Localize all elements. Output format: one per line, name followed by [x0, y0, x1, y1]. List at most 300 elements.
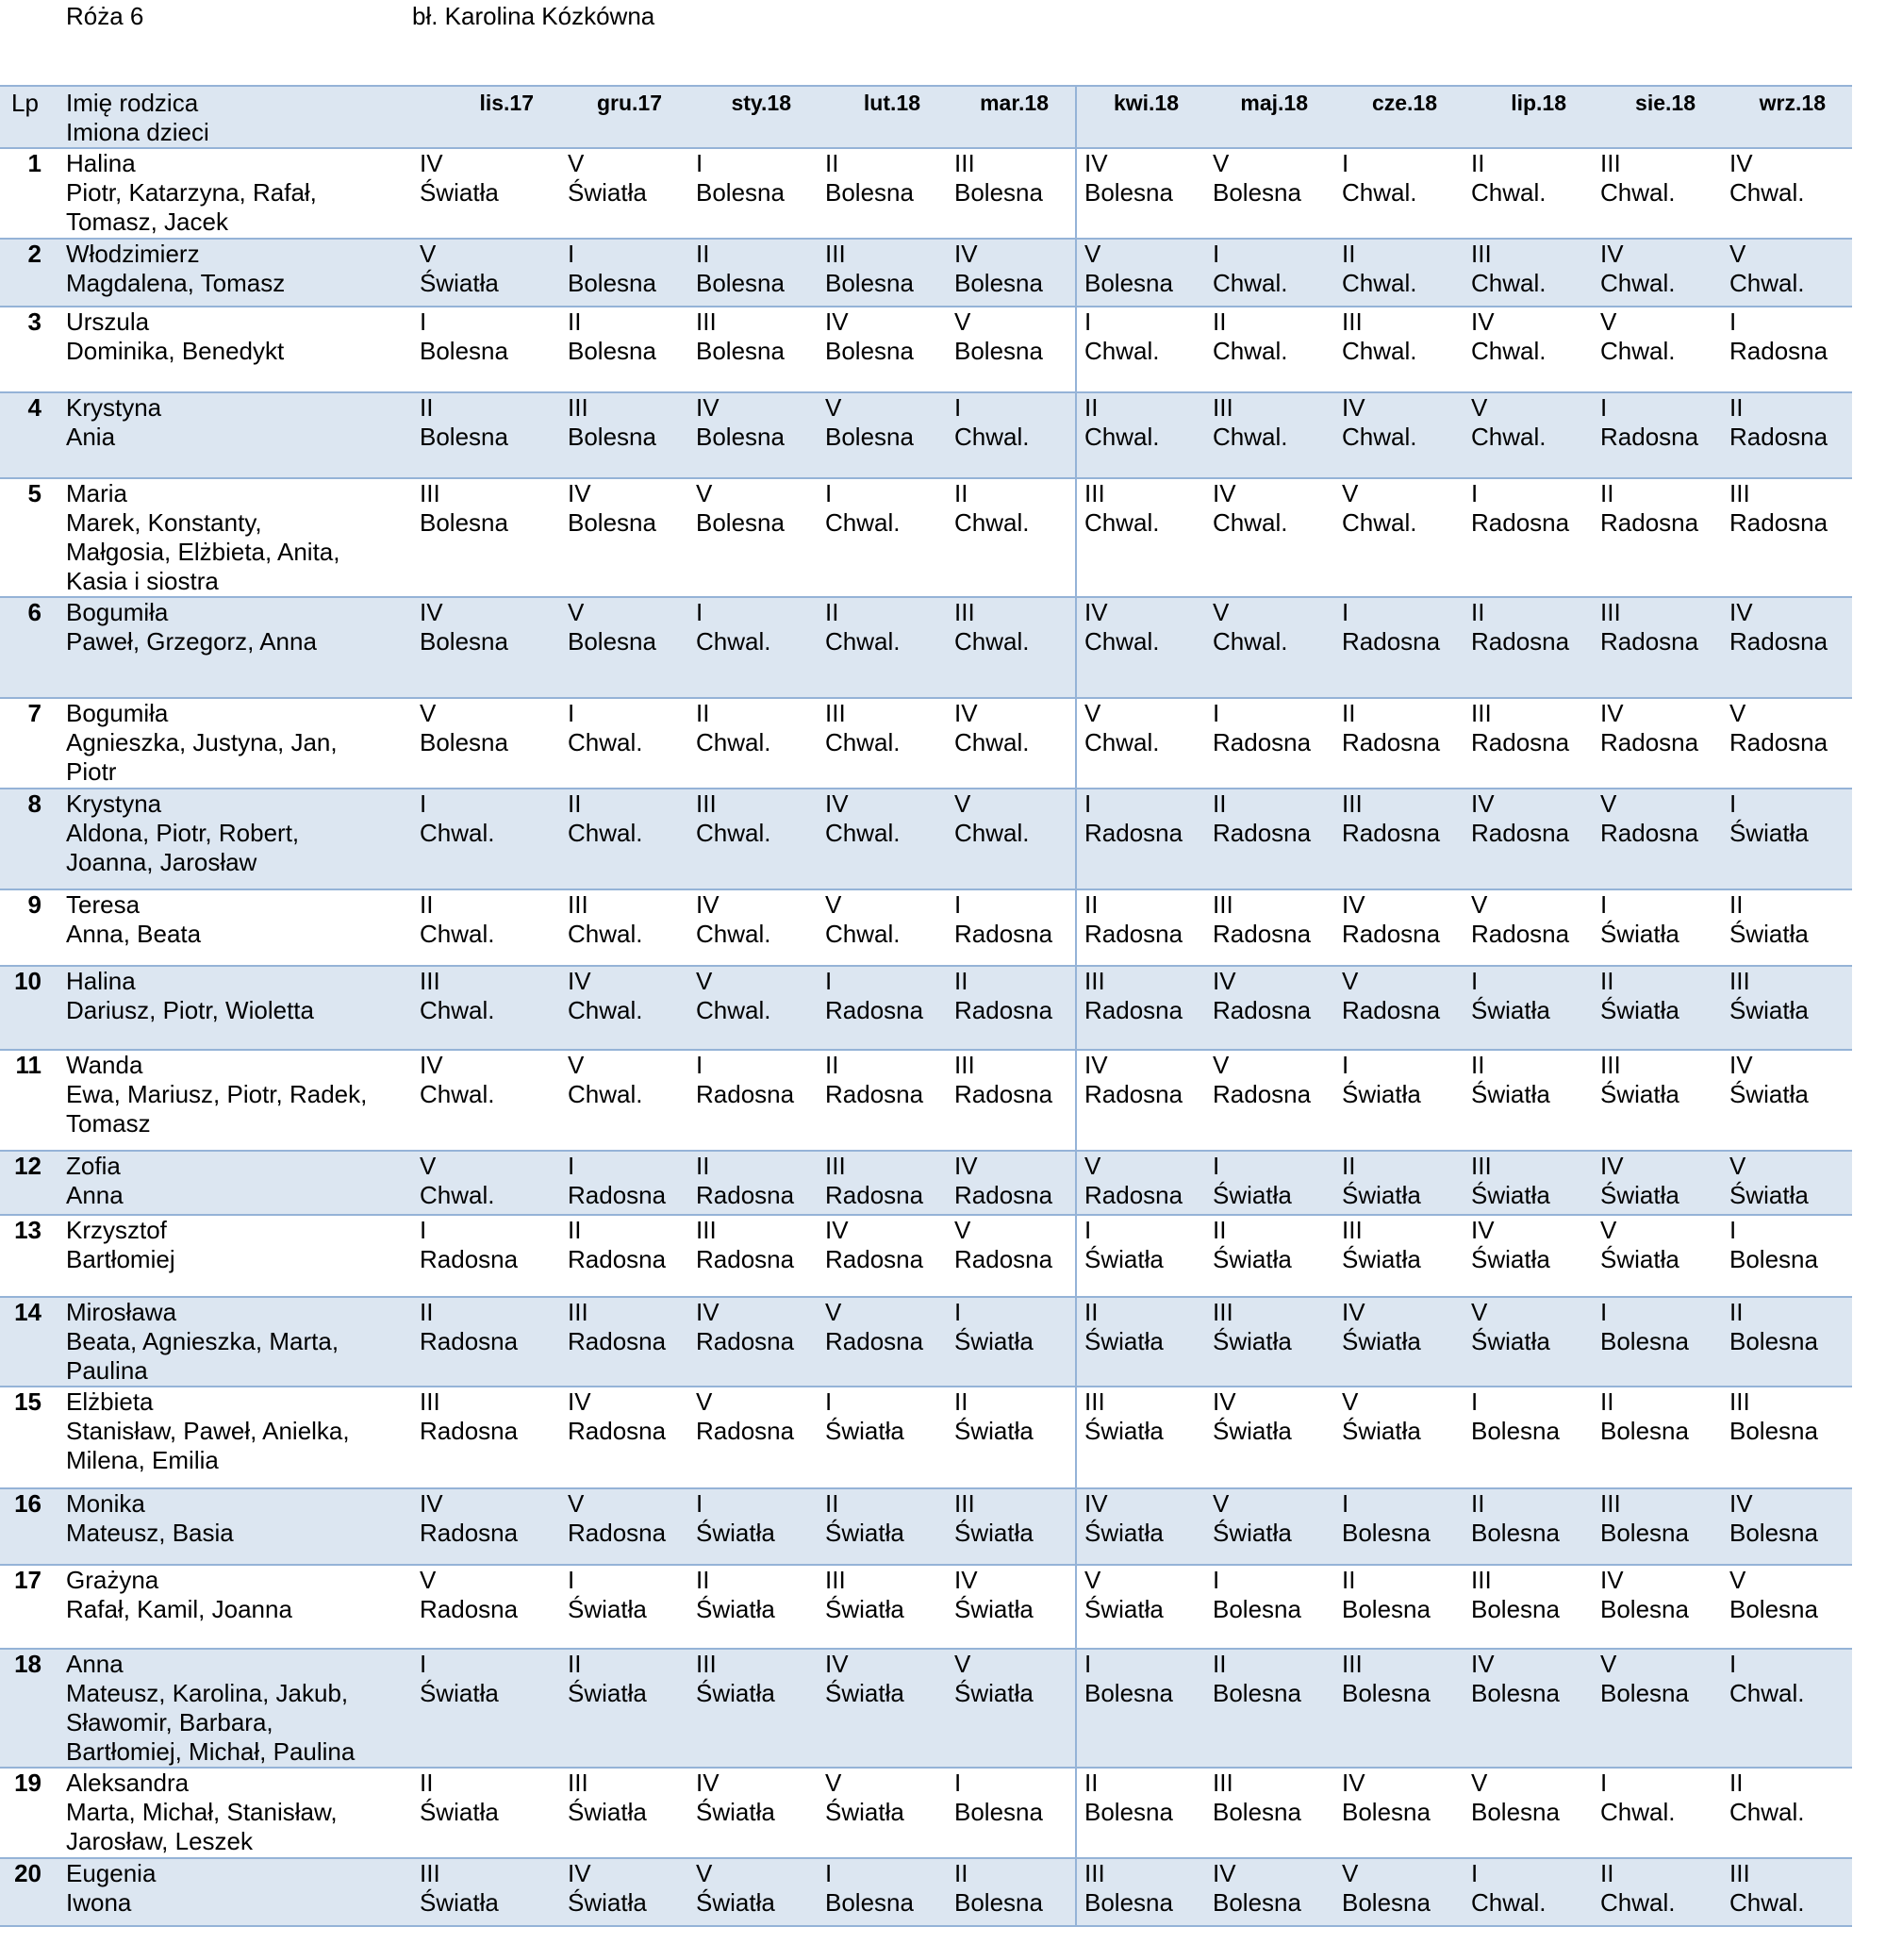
mystery-number: II: [1084, 1298, 1099, 1326]
mystery-assignment: [1593, 1858, 1722, 1926]
mystery-assignment: [1076, 478, 1205, 597]
mystery-number: I: [1342, 598, 1349, 626]
mystery-part: Radosna: [1600, 819, 1699, 847]
mystery-number: I: [1213, 240, 1220, 268]
mystery-number: V: [1600, 789, 1617, 818]
mystery-number: II: [1084, 890, 1099, 919]
mystery-number: I: [1600, 890, 1608, 919]
mystery-part: Radosna: [1600, 728, 1699, 756]
mystery-part: Światła: [1729, 819, 1809, 847]
parent-name: Zofia: [66, 1152, 121, 1180]
mystery-assignment: [560, 148, 688, 239]
mystery-assignment: [560, 966, 688, 1050]
row-number: 13: [14, 1216, 41, 1244]
mystery-part: Radosna: [696, 1245, 795, 1273]
mystery-part: Światła: [696, 1519, 775, 1547]
mystery-assignment: [1722, 1215, 1852, 1297]
mystery-assignment: [947, 789, 1076, 889]
mystery-assignment: [412, 392, 560, 478]
mystery-number: I: [696, 149, 703, 177]
mystery-assignment: [1593, 392, 1722, 478]
mystery-part: Bolesna: [568, 423, 656, 451]
mystery-assignment: [1464, 239, 1593, 307]
mystery-number: I: [1729, 789, 1737, 818]
mystery-number: IV: [1471, 1216, 1495, 1244]
mystery-number: IV: [1084, 598, 1108, 626]
mystery-part: Chwal.: [1729, 1888, 1805, 1917]
mystery-assignment: [1593, 1387, 1722, 1488]
table-row: [0, 148, 1852, 239]
col-header-names: [66, 86, 412, 148]
mystery-number: II: [568, 789, 582, 818]
mystery-number: III: [1342, 1216, 1363, 1244]
col-header-month: lip.18: [1511, 91, 1566, 115]
mystery-number: IV: [1729, 1051, 1753, 1079]
mystery-part: Radosna: [1342, 996, 1441, 1024]
mystery-part: Chwal.: [420, 819, 495, 847]
children-names: Marek, Konstanty,: [66, 508, 262, 537]
parent-name: Eugenia: [66, 1859, 157, 1887]
mystery-assignment: [1722, 1488, 1852, 1565]
mystery-part: Bolesna: [1600, 1417, 1689, 1445]
mystery-number: III: [1084, 1387, 1105, 1416]
mystery-part: Chwal.: [1084, 508, 1160, 537]
mystery-part: Światła: [1213, 1181, 1292, 1209]
mystery-number: IV: [1342, 1298, 1365, 1326]
mystery-part: Chwal.: [1342, 508, 1417, 537]
table-row: [0, 789, 1852, 889]
mystery-number: IV: [696, 393, 720, 422]
mystery-number: II: [1471, 1051, 1485, 1079]
mystery-number: II: [825, 598, 839, 626]
member-names: [66, 1050, 412, 1151]
table-row: [0, 1215, 1852, 1297]
mystery-number: II: [1342, 240, 1356, 268]
mystery-part: Bolesna: [1342, 1888, 1431, 1917]
mystery-number: IV: [1084, 149, 1108, 177]
mystery-number: II: [1213, 1216, 1227, 1244]
mystery-assignment: [947, 1297, 1076, 1387]
children-names: Mateusz, Karolina, Jakub,: [66, 1679, 349, 1707]
parent-name: Wanda: [66, 1051, 143, 1079]
mystery-part: Światła: [1471, 996, 1550, 1024]
mystery-number: V: [1342, 967, 1359, 995]
mystery-assignment: [1593, 478, 1722, 597]
mystery-part: Radosna: [1084, 819, 1183, 847]
mystery-part: Chwal.: [1729, 1679, 1805, 1707]
mystery-assignment: [1076, 392, 1205, 478]
mystery-part: Chwal.: [568, 1080, 643, 1108]
mystery-assignment: [1722, 1297, 1852, 1387]
mystery-assignment: [1464, 1215, 1593, 1297]
mystery-number: V: [825, 393, 842, 422]
mystery-assignment: [412, 1858, 560, 1926]
mystery-number: IV: [1729, 1489, 1753, 1518]
mystery-assignment: [1722, 1768, 1852, 1858]
mystery-part: Radosna: [1342, 627, 1441, 656]
mystery-assignment: [688, 966, 818, 1050]
mystery-part: Chwal.: [1213, 627, 1288, 656]
table-header-row: [0, 86, 1852, 148]
mystery-part: Radosna: [568, 1181, 667, 1209]
mystery-number: I: [1600, 1298, 1608, 1326]
children-names: Anna, Beata: [66, 920, 202, 948]
mystery-number: II: [1342, 1566, 1356, 1594]
mystery-assignment: [1205, 1488, 1334, 1565]
col-header-parent: Imię rodzica: [66, 89, 199, 117]
mystery-part: Bolesna: [420, 508, 508, 537]
mystery-assignment: [1205, 307, 1334, 392]
mystery-part: Światła: [954, 1679, 1034, 1707]
mystery-part: Chwal.: [1729, 1798, 1805, 1826]
mystery-part: Chwal.: [420, 1080, 495, 1108]
mystery-number: II: [954, 967, 968, 995]
mystery-number: I: [1342, 149, 1349, 177]
mystery-number: III: [1729, 1387, 1750, 1416]
mystery-part: Światła: [1471, 1245, 1550, 1273]
mystery-part: Chwal.: [696, 996, 771, 1024]
member-names: [66, 1488, 412, 1565]
mystery-part: Chwal.: [1342, 423, 1417, 451]
mystery-assignment: [1334, 698, 1464, 789]
mystery-assignment: [1593, 1297, 1722, 1387]
mystery-assignment: [1334, 1488, 1464, 1565]
parent-name: Aleksandra: [66, 1769, 190, 1797]
mystery-number: IV: [1213, 479, 1236, 507]
mystery-number: III: [696, 1216, 717, 1244]
mystery-number: V: [1729, 1152, 1746, 1180]
mystery-assignment: [1722, 239, 1852, 307]
mystery-part: Radosna: [1213, 819, 1312, 847]
col-header-month: sie.18: [1635, 91, 1696, 115]
mystery-part: Bolesna: [696, 508, 785, 537]
mystery-assignment: [1722, 392, 1852, 478]
mystery-assignment: [1334, 1050, 1464, 1151]
table-row: [0, 1387, 1852, 1488]
mystery-assignment: [1593, 1565, 1722, 1649]
mystery-part: Radosna: [420, 1245, 519, 1273]
mystery-assignment: [560, 1050, 688, 1151]
member-names: [66, 597, 412, 698]
col-header-month: kwi.18: [1076, 86, 1205, 148]
mystery-assignment: [1593, 1151, 1722, 1215]
mystery-part: Światła: [1213, 1245, 1292, 1273]
mystery-part: Światła: [696, 1888, 775, 1917]
mystery-part: Radosna: [954, 996, 1053, 1024]
mystery-assignment: [688, 1050, 818, 1151]
mystery-assignment: [560, 597, 688, 698]
mystery-number: IV: [568, 1859, 591, 1887]
mystery-part: Światła: [825, 1417, 904, 1445]
mystery-number: V: [420, 1152, 437, 1180]
mystery-number: I: [1729, 1216, 1737, 1244]
mystery-number: IV: [825, 1650, 849, 1678]
mystery-assignment: [412, 239, 560, 307]
mystery-part: Światła: [825, 1679, 904, 1707]
col-header-month: lut.18: [863, 91, 920, 115]
mystery-part: Radosna: [1729, 337, 1828, 365]
mystery-assignment: [818, 1768, 947, 1858]
mystery-assignment: [1076, 148, 1205, 239]
mystery-number: V: [1342, 1859, 1359, 1887]
mystery-part: Światła: [1729, 1080, 1809, 1108]
mystery-part: Światła: [420, 1679, 499, 1707]
row-number: 6: [27, 598, 41, 626]
mystery-assignment: [1593, 148, 1722, 239]
mystery-part: Radosna: [1213, 996, 1312, 1024]
member-names: [66, 307, 412, 392]
mystery-part: Radosna: [420, 1327, 519, 1355]
mystery-part: Bolesna: [954, 269, 1043, 297]
mystery-assignment: [947, 1488, 1076, 1565]
mystery-assignment: [688, 698, 818, 789]
mystery-assignment: [412, 1297, 560, 1387]
mystery-assignment: [1205, 698, 1334, 789]
mystery-assignment: [1334, 889, 1464, 966]
mystery-number: I: [1084, 1216, 1092, 1244]
mystery-part: Radosna: [1729, 728, 1828, 756]
mystery-assignment: [818, 1858, 947, 1926]
mystery-number: I: [825, 479, 833, 507]
row-number: 14: [14, 1298, 41, 1326]
mystery-part: Światła: [825, 1798, 904, 1826]
mystery-part: Światła: [1342, 1245, 1421, 1273]
mystery-assignment: [1205, 889, 1334, 966]
mystery-part: Radosna: [1729, 423, 1828, 451]
mystery-part: Radosna: [696, 1327, 795, 1355]
mystery-number: II: [825, 149, 839, 177]
mystery-part: Chwal.: [1600, 1798, 1676, 1826]
row-number: 8: [27, 789, 41, 818]
table-row: [0, 1050, 1852, 1151]
mystery-part: Bolesna: [420, 728, 508, 756]
mystery-number: V: [1213, 1489, 1230, 1518]
mystery-part: Światła: [1084, 1595, 1164, 1623]
mystery-number: II: [696, 240, 710, 268]
children-names: Tomasz: [66, 1109, 151, 1138]
mystery-number: V: [825, 890, 842, 919]
mystery-number: III: [696, 307, 717, 336]
mystery-assignment: [947, 1215, 1076, 1297]
mystery-assignment: [818, 239, 947, 307]
mystery-number: IV: [825, 1216, 849, 1244]
mystery-number: I: [420, 1650, 427, 1678]
mystery-number: V: [1213, 149, 1230, 177]
mystery-part: Światła: [1084, 1245, 1164, 1273]
mystery-number: I: [696, 598, 703, 626]
mystery-number: II: [954, 1387, 968, 1416]
mystery-number: IV: [1342, 890, 1365, 919]
mystery-assignment: [1464, 966, 1593, 1050]
mystery-number: III: [1729, 479, 1750, 507]
mystery-number: II: [825, 1489, 839, 1518]
mystery-number: III: [1729, 967, 1750, 995]
mystery-assignment: [1205, 478, 1334, 597]
parent-name: Halina: [66, 967, 136, 995]
mystery-part: Chwal.: [1084, 423, 1160, 451]
mystery-part: Bolesna: [954, 337, 1043, 365]
mystery-assignment: [1593, 789, 1722, 889]
mystery-part: Chwal.: [1213, 337, 1288, 365]
mystery-number: IV: [1471, 307, 1495, 336]
row-number: 4: [27, 393, 41, 422]
mystery-assignment: [560, 1565, 688, 1649]
mystery-number: I: [1729, 1650, 1737, 1678]
mystery-number: II: [420, 1298, 434, 1326]
mystery-number: V: [954, 789, 971, 818]
mystery-part: Światła: [1213, 1417, 1292, 1445]
mystery-part: Światła: [1084, 1327, 1164, 1355]
mystery-assignment: [412, 1649, 560, 1768]
mystery-part: Bolesna: [1213, 1595, 1301, 1623]
mystery-part: Radosna: [1600, 423, 1699, 451]
mystery-assignment: [1464, 1488, 1593, 1565]
mystery-part: Radosna: [1471, 508, 1570, 537]
mystery-assignment: [947, 1387, 1076, 1488]
mystery-number: V: [954, 1216, 971, 1244]
mystery-part: Radosna: [568, 1245, 667, 1273]
mystery-part: Chwal.: [1600, 337, 1676, 365]
mystery-part: Chwal.: [696, 627, 771, 656]
mystery-part: Chwal.: [1471, 423, 1547, 451]
mystery-part: Bolesna: [1471, 1595, 1560, 1623]
mystery-assignment: [1334, 307, 1464, 392]
member-names: [66, 1297, 412, 1387]
mystery-part: Radosna: [1342, 920, 1441, 948]
mystery-part: Bolesna: [1471, 1519, 1560, 1547]
mystery-assignment: [1722, 698, 1852, 789]
mystery-assignment: [818, 392, 947, 478]
mystery-assignment: [1464, 1297, 1593, 1387]
mystery-assignment: [1722, 1151, 1852, 1215]
mystery-number: V: [420, 240, 437, 268]
mystery-assignment: [1593, 239, 1722, 307]
mystery-part: Światła: [1213, 1327, 1292, 1355]
mystery-assignment: [947, 392, 1076, 478]
mystery-number: V: [1729, 699, 1746, 727]
mystery-part: Światła: [1084, 1519, 1164, 1547]
mystery-assignment: [412, 1387, 560, 1488]
mystery-number: II: [568, 1216, 582, 1244]
mystery-assignment: [688, 1565, 818, 1649]
mystery-assignment: [412, 148, 560, 239]
mystery-number: IV: [568, 1387, 591, 1416]
mystery-number: I: [568, 1566, 575, 1594]
mystery-part: Chwal.: [954, 627, 1030, 656]
mystery-number: I: [1600, 393, 1608, 422]
mystery-assignment: [1464, 1050, 1593, 1151]
mystery-number: I: [1084, 1650, 1092, 1678]
table-row: [0, 1649, 1852, 1768]
mystery-part: Chwal.: [825, 508, 901, 537]
children-names: Piotr: [66, 757, 117, 786]
row-number: 20: [14, 1859, 41, 1887]
mystery-assignment: [1076, 1151, 1205, 1215]
mystery-part: Światła: [696, 1595, 775, 1623]
mystery-part: Bolesna: [1084, 1679, 1173, 1707]
mystery-number: V: [1471, 1769, 1488, 1797]
mystery-number: V: [568, 1489, 585, 1518]
mystery-assignment: [560, 789, 688, 889]
parent-name: Anna: [66, 1650, 124, 1678]
mystery-part: Bolesna: [568, 627, 656, 656]
mystery-assignment: [1076, 1649, 1205, 1768]
mystery-assignment: [1593, 1649, 1722, 1768]
mystery-part: Światła: [1600, 1080, 1679, 1108]
mystery-number: IV: [1213, 1859, 1236, 1887]
mystery-number: II: [1213, 1650, 1227, 1678]
mystery-part: Bolesna: [1729, 1245, 1818, 1273]
mystery-assignment: [688, 239, 818, 307]
mystery-assignment: [412, 966, 560, 1050]
mystery-part: Bolesna: [1342, 1519, 1431, 1547]
mystery-number: I: [420, 1216, 427, 1244]
row-number: 5: [27, 479, 41, 507]
mystery-assignment: [947, 1649, 1076, 1768]
mystery-assignment: [1076, 307, 1205, 392]
mystery-assignment: [412, 1050, 560, 1151]
mystery-assignment: [1334, 1768, 1464, 1858]
mystery-assignment: [947, 1768, 1076, 1858]
mystery-assignment: [1464, 1151, 1593, 1215]
mystery-part: Bolesna: [825, 269, 914, 297]
mystery-part: Bolesna: [1729, 1327, 1818, 1355]
mystery-part: Światła: [1342, 1080, 1421, 1108]
mystery-assignment: [1334, 1297, 1464, 1387]
mystery-number: IV: [825, 789, 849, 818]
mystery-number: I: [825, 1859, 833, 1887]
table-row: [0, 1488, 1852, 1565]
mystery-number: II: [420, 890, 434, 919]
mystery-number: II: [954, 1859, 968, 1887]
mystery-number: IV: [1213, 1387, 1236, 1416]
mystery-assignment: [947, 1151, 1076, 1215]
col-header-month: wrz.18: [1759, 91, 1826, 115]
mystery-number: III: [420, 1859, 440, 1887]
mystery-number: III: [954, 149, 975, 177]
mystery-part: Bolesna: [1471, 1679, 1560, 1707]
children-names: Sławomir, Barbara,: [66, 1708, 273, 1736]
mystery-assignment: [560, 392, 688, 478]
mystery-assignment: [1076, 1488, 1205, 1565]
mystery-number: IV: [954, 699, 978, 727]
mystery-number: II: [1471, 1489, 1485, 1518]
mystery-number: III: [696, 789, 717, 818]
mystery-number: III: [420, 479, 440, 507]
mystery-assignment: [1205, 1649, 1334, 1768]
mystery-assignment: [1205, 1565, 1334, 1649]
mystery-assignment: [1076, 889, 1205, 966]
mystery-part: Chwal.: [1600, 269, 1676, 297]
mystery-number: I: [696, 1489, 703, 1518]
parent-name: Halina: [66, 149, 136, 177]
mystery-number: V: [825, 1298, 842, 1326]
mystery-assignment: [1076, 1565, 1205, 1649]
mystery-part: Bolesna: [568, 508, 656, 537]
mystery-assignment: [1076, 1215, 1205, 1297]
mystery-number: II: [1600, 1859, 1614, 1887]
mystery-number: III: [1600, 1051, 1621, 1079]
mystery-assignment: [560, 1768, 688, 1858]
mystery-number: III: [1471, 1566, 1492, 1594]
mystery-part: Światła: [1342, 1327, 1421, 1355]
mystery-part: Światła: [568, 178, 647, 207]
mystery-part: Światła: [954, 1519, 1034, 1547]
mystery-number: III: [1600, 598, 1621, 626]
mystery-part: Bolesna: [954, 1798, 1043, 1826]
mystery-part: Radosna: [1600, 508, 1699, 537]
mystery-part: Światła: [1213, 1519, 1292, 1547]
